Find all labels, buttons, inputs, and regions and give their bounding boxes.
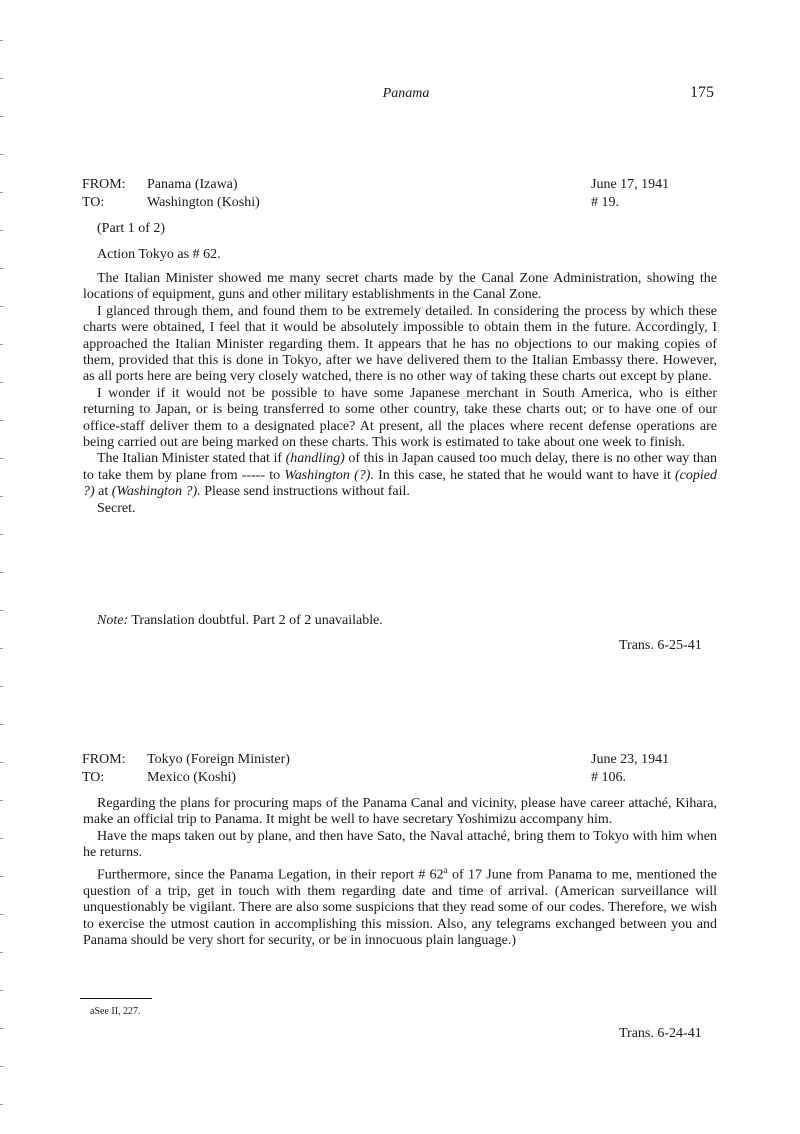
to-value: Mexico (Koshi) bbox=[147, 770, 237, 785]
margin-tick bbox=[0, 914, 3, 915]
margin-tick bbox=[0, 724, 3, 725]
margin-tick bbox=[0, 952, 3, 953]
margin-tick bbox=[0, 990, 3, 991]
margin-tick bbox=[0, 1066, 3, 1067]
message2-date: June 23, 1941 bbox=[591, 752, 670, 767]
message2-paragraph: Have the maps taken out by plane, and then have Sato, the Naval attaché, bring them to Tokyo with him when he returns. bbox=[83, 828, 717, 861]
margin-tick bbox=[0, 496, 3, 497]
margin-tick bbox=[0, 876, 3, 877]
margin-tick bbox=[0, 572, 3, 573]
message2-to-line bbox=[82, 769, 236, 787]
to-label: TO: bbox=[82, 195, 105, 210]
from-label: FROM: bbox=[82, 752, 126, 767]
margin-tick bbox=[0, 344, 3, 345]
message2-paragraph: Regarding the plans for procuring maps of the Panama Canal and vicinity, please have career attaché, Kihara, make an official trip to Panama. It might be well to have secretary Yoshimizu accompany him. bbox=[83, 796, 717, 828]
from-label: FROM: bbox=[82, 177, 126, 192]
note-label: Note: bbox=[97, 613, 129, 628]
left-margin-ticks bbox=[0, 0, 4, 1134]
message1-body bbox=[83, 271, 717, 517]
margin-tick bbox=[0, 1104, 3, 1105]
margin-tick bbox=[0, 762, 3, 763]
page-number: 175 bbox=[690, 84, 714, 101]
margin-tick bbox=[0, 306, 3, 307]
message2-from-line bbox=[82, 751, 290, 769]
message1-paragraph: I wonder if it would not be possible to have some Japanese merchant in South America, who is either returning to Japan, or is being transferred to some other country, take these charts out; or to have one of our office-staff deliver them to a designated place? At present, all the places where recent defense operations are being carried out are being marked on these charts. This work is estimated to take about one week to finish. bbox=[83, 385, 717, 451]
note-text: Translation doubtful. Part 2 of 2 unavailable. bbox=[131, 613, 383, 628]
message1-trans: Trans. 6-25-41 bbox=[619, 638, 702, 653]
message1-paragraph: The Italian Minister showed me many secret charts made by the Canal Zone Administration, showing the locations of equipment, guns and other military establishments in the Canal Zone. bbox=[83, 271, 717, 303]
margin-tick bbox=[0, 78, 3, 79]
margin-tick bbox=[0, 534, 3, 535]
margin-tick bbox=[0, 458, 3, 459]
margin-tick bbox=[0, 648, 3, 649]
message1-part: (Part 1 of 2) bbox=[97, 221, 166, 236]
margin-tick bbox=[0, 40, 3, 41]
margin-tick bbox=[0, 116, 3, 117]
from-value: Tokyo (Foreign Minister) bbox=[147, 752, 290, 767]
to-label: TO: bbox=[82, 770, 105, 785]
footnote-marker: a bbox=[443, 864, 448, 875]
message2-paragraph-legation: Furthermore, since the Panama Legation, in their report # 62$^a$ of 17 June from Panama to me, mentioned the question of a trip, get in touch with them regarding date and time of arrival. (American surveillance will unquestionably be vigilant. There are also some suspicions that they read some of our codes. Therefore, we wish to exercise the utmost caution in accomplishing this mission. Also, any telegrams exchanged between you and Panama should be very short for security, or be in innocuous plain language.) bbox=[83, 864, 717, 948]
footnote-rule bbox=[80, 998, 152, 999]
footnote: aSee II, 227. bbox=[90, 1006, 141, 1017]
message1-to-line bbox=[82, 194, 260, 212]
margin-tick bbox=[0, 154, 3, 155]
margin-tick bbox=[0, 268, 3, 269]
to-value: Washington (Koshi) bbox=[147, 195, 260, 210]
margin-tick bbox=[0, 420, 3, 421]
margin-tick bbox=[0, 230, 3, 231]
message2-trans: Trans. 6-24-41 bbox=[619, 1026, 702, 1041]
running-title: Panama bbox=[382, 86, 430, 101]
message1-date: June 17, 1941 bbox=[591, 177, 670, 192]
message1-closing: Secret. bbox=[97, 500, 136, 516]
from-value: Panama (Izawa) bbox=[147, 177, 238, 192]
message2-body bbox=[83, 796, 717, 949]
margin-tick bbox=[0, 1028, 3, 1029]
message2-number: # 106. bbox=[591, 770, 626, 785]
message1-from-line bbox=[82, 176, 238, 194]
margin-tick bbox=[0, 686, 3, 687]
message1-action: Action Tokyo as # 62. bbox=[97, 247, 221, 262]
message1-note bbox=[97, 613, 383, 629]
margin-tick bbox=[0, 610, 3, 611]
margin-tick bbox=[0, 800, 3, 801]
message1-paragraph-handling: The Italian Minister stated that if (handling) of this in Japan caused too much delay, there is no other way than to take them by plane from ----- to Washington (?). In this case, he stated that he would want to have it (copied ?) at (Washington ?). Please send instructions without fail. bbox=[83, 451, 717, 500]
message1-paragraph: I glanced through them, and found them to be extremely detailed. In considering the process by which these charts were obtained, I feel that it would be absolutely impossible to obtain them in the future. Accordingly, I approached the Italian Minister regarding them. It appears that he has no objections to our making copies of them, provided that this is done in Tokyo, after we have delivered them to the Italian Embassy there. However, as all ports here are being very closely watched, there is no other way of taking these charts out except by plane. bbox=[83, 303, 717, 385]
margin-tick bbox=[0, 382, 3, 383]
margin-tick bbox=[0, 192, 3, 193]
margin-tick bbox=[0, 838, 3, 839]
message1-number: # 19. bbox=[591, 195, 619, 210]
